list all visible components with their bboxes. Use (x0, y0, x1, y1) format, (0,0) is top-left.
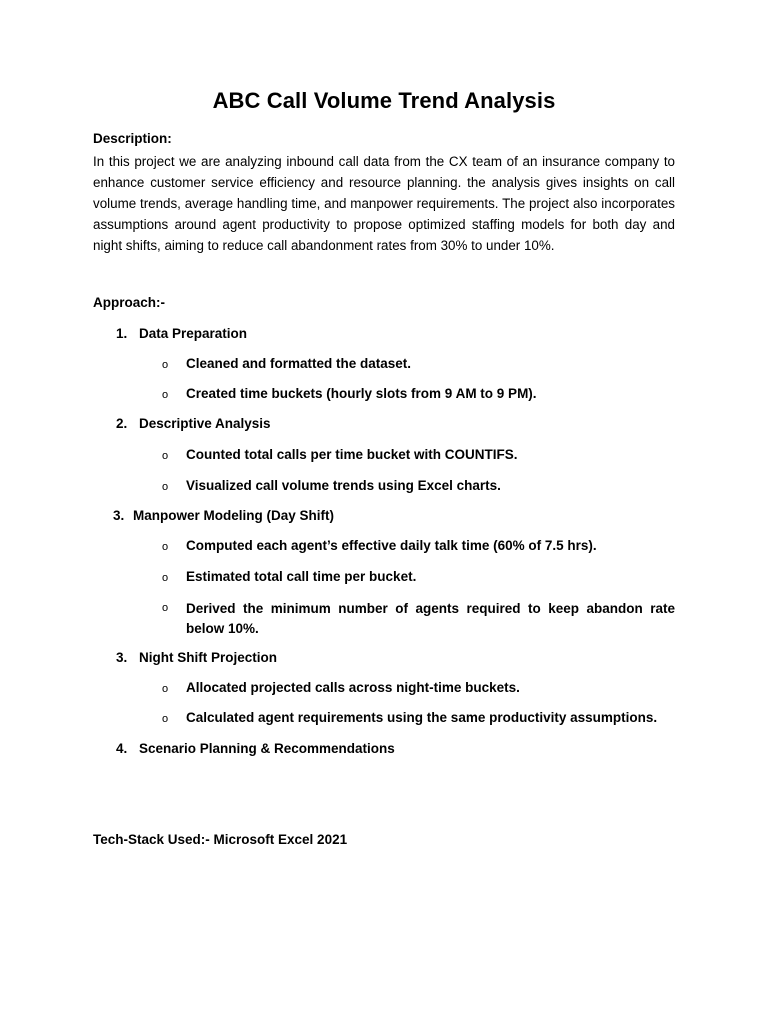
step-label-descriptive-analysis: Descriptive Analysis (139, 416, 271, 431)
bullet-icon: o (162, 602, 169, 614)
bullet-icon: o (162, 389, 169, 401)
step-number: 3. (113, 508, 125, 523)
list-item: Cleaned and formatted the dataset. (186, 356, 412, 371)
step-label-scenario-planning: Scenario Planning & Recommendations (139, 741, 395, 756)
list-item: Counted total calls per time bucket with COUNTIFS. (186, 447, 518, 462)
bullet-icon: o (162, 541, 169, 553)
bullet-icon: o (162, 450, 169, 462)
description-body: In this project we are analyzing inbound call data from the CX team of an insurance company to enhance customer service efficiency and resource planning. the analysis gives insights on call volume trends, average handling time, and manpower requirements. The project also incorporates assumptions around agent productivity to propose optimized staffing models for both day and night shifts, aiming to reduce call abandonment rates from 30% to under 10%. (93, 154, 675, 253)
step-number: 2. (116, 416, 128, 431)
bullet-icon: o (162, 713, 169, 725)
tech-stack: Tech-Stack Used:- Microsoft Excel 2021 (93, 832, 348, 847)
step-label-night-shift-projection: Night Shift Projection (139, 650, 277, 665)
bullet-icon: o (162, 572, 169, 584)
approach-heading: Approach:- (93, 295, 165, 310)
step-number: 3. (116, 650, 128, 665)
list-item: Created time buckets (hourly slots from 9 AM to 9 PM). (186, 386, 537, 401)
list-item: Computed each agent’s effective daily talk time (60% of 7.5 hrs). (186, 538, 597, 553)
list-item: Estimated total call time per bucket. (186, 569, 417, 584)
list-item: Allocated projected calls across night-time buckets. (186, 680, 520, 695)
bullet-icon: o (162, 359, 169, 371)
description-heading: Description: (93, 131, 172, 146)
document-title: ABC Call Volume Trend Analysis (212, 88, 556, 113)
bullet-icon: o (162, 481, 169, 493)
step-number: 4. (116, 741, 128, 756)
list-item: Visualized call volume trends using Excel charts. (186, 478, 501, 493)
list-item: Calculated agent requirements using the same productivity assumptions. (186, 710, 658, 725)
step-label-data-preparation: Data Preparation (139, 326, 248, 341)
list-item: Derived the minimum number of agents required to keep abandon rate below 10%. (186, 601, 675, 636)
step-number: 1. (116, 326, 128, 341)
bullet-icon: o (162, 683, 169, 695)
step-label-manpower-modeling: Manpower Modeling (Day Shift) (133, 508, 334, 523)
